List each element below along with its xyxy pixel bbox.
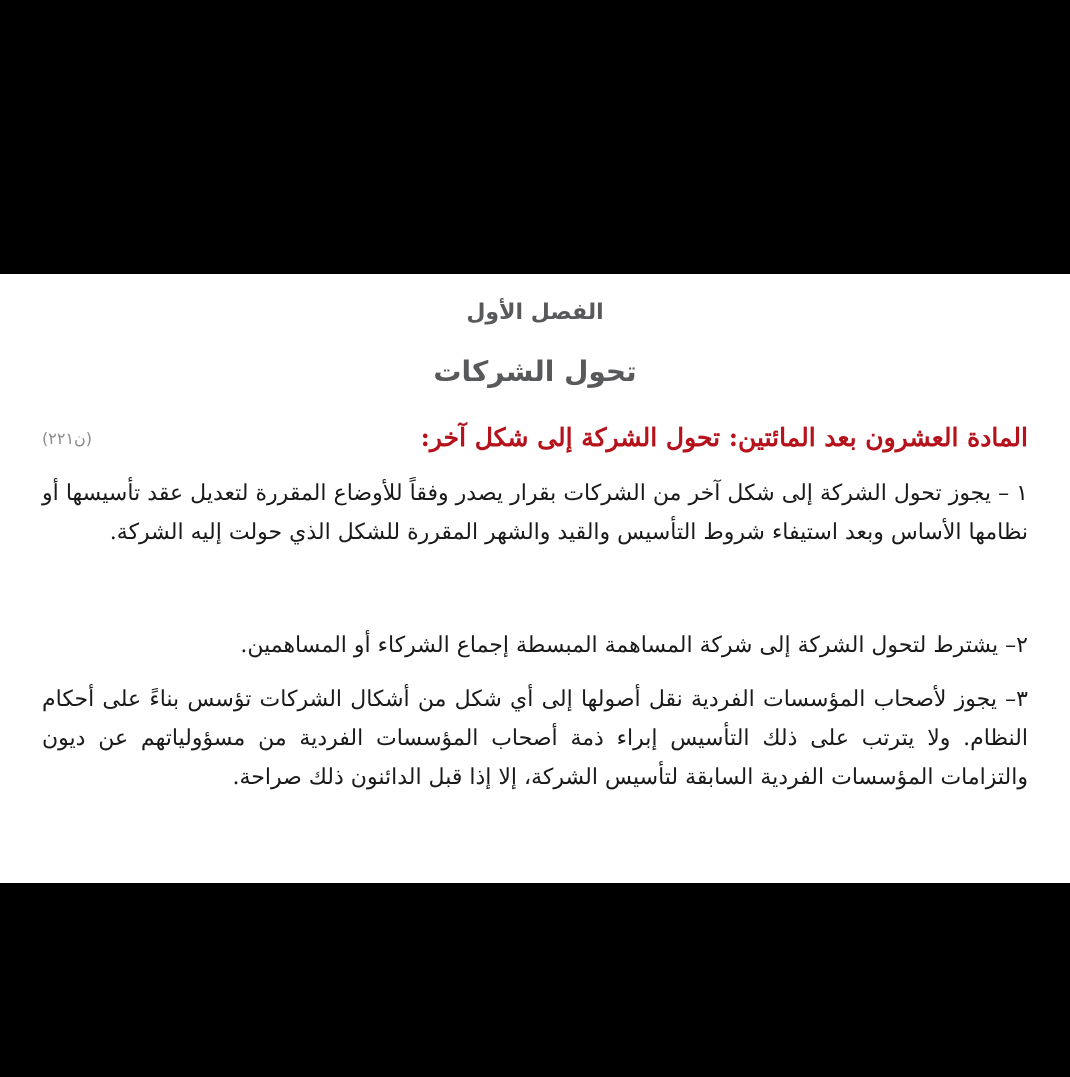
article-paragraph-3: ٣– يجوز لأصحاب المؤسسات الفردية نقل أصولها إلى أي شكل من أشكال الشركات تؤسس بناءً على أحكام النظام. ولا يترتب على ذلك التأسيس إبراء ذمة أصحاب المؤسسات الفردية من مسؤولياتهم عن ديون والتزامات المؤسسات الفردية السابقة لتأسيس الشركة، إلا إذا قبل الدائنون ذلك صراحة. <box>42 687 1028 790</box>
article-paragraph-2: ٢– يشترط لتحول الشركة إلى شركة المساهمة المبسطة إجماع الشركاء أو المساهمين. <box>240 633 1028 658</box>
document-page <box>0 274 1070 883</box>
top-black-band <box>0 0 1070 274</box>
bottom-black-band <box>0 883 1070 1077</box>
article-paragraph-1: ١ – يجوز تحول الشركة إلى شكل آخر من الشركات بقرار يصدر وفقاً للأوضاع المقررة لتعديل عقد تأسيسها أو نظامها الأساس وبعد استيفاء شروط التأسيس والقيد والشهر المقررة للشكل الذي حولت إليه الشركة. <box>42 481 1028 545</box>
chapter-title: الفصل الأول <box>466 300 604 325</box>
article-title: المادة العشرون بعد المائتين: تحول الشركة إلى شكل آخر: <box>420 423 1028 452</box>
section-title: تحول الشركات <box>433 355 637 388</box>
article-header <box>42 420 1028 460</box>
article-reference: (ن٢٢١) <box>42 429 93 448</box>
